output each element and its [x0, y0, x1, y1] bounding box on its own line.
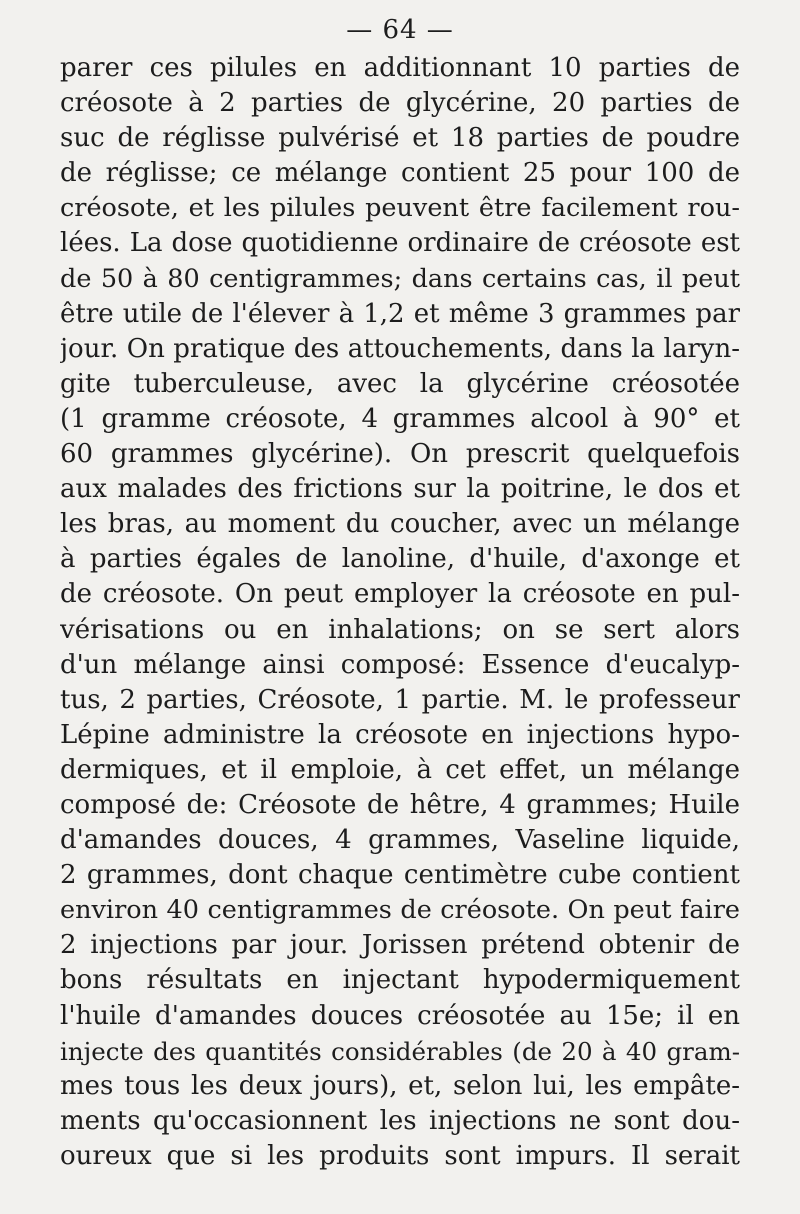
text-line: mes tous les deux jours), et, selon lui, les empâte- [60, 1070, 740, 1101]
text-line: de 50 à 80 centigrammes; dans certains cas, il peut [60, 263, 740, 294]
text-line: composé de: Créosote de hêtre, 4 grammes; Huile [60, 789, 740, 820]
text-line: créosote à 2 parties de glycérine, 20 parties de [60, 88, 740, 119]
text-line: d'amandes douces, 4 grammes, Vaseline liquide, [60, 825, 740, 856]
text-line: vérisations ou en inhalations; on se sert alors [60, 614, 740, 645]
text-line: suc de réglisse pulvérisé et 18 parties de poudre [60, 123, 740, 154]
text-line: l'huile d'amandes douces créosotée au 15e; il en [60, 1000, 740, 1031]
text-line: Lépine administre la créosote en injections hypo- [60, 719, 740, 750]
text-line: (1 gramme créosote, 4 grammes alcool à 90° et [60, 403, 740, 434]
text-line: environ 40 centigrammes de créosote. On peut faire [60, 895, 740, 926]
text-line: dermiques, et il emploie, à cet effet, un mélange [60, 754, 740, 785]
text-line: les bras, au moment du coucher, avec un mélange [60, 509, 740, 540]
text-line: aux malades des frictions sur la poitrine, le dos et [60, 474, 740, 505]
text-line: d'un mélange ainsi composé: Essence d'eucalyp- [60, 649, 740, 680]
text-line: 60 grammes glycérine). On prescrit quelquefois [60, 439, 740, 470]
text-line: oureux que si les produits sont impurs. Il serait [60, 1140, 740, 1171]
text-line: injecte des quantités considérables (de 20 à 40 gram- [60, 1036, 740, 1066]
text-line: parer ces pilules en additionnant 10 parties de [60, 53, 740, 83]
text-line: bons résultats en injectant hypodermiquement [60, 965, 740, 996]
text-line: 2 grammes, dont chaque centimètre cube contient [60, 860, 740, 891]
text-line: gite tuberculeuse, avec la glycérine créosotée [60, 368, 740, 399]
text-line: de créosote. On peut employer la créosote en pul- [60, 579, 740, 610]
text-line: créosote, et les pilules peuvent être facilement rou- [60, 193, 740, 224]
text-line: être utile de l'élever à 1,2 et même 3 grammes par [60, 298, 740, 329]
text-line: tus, 2 parties, Créosote, 1 partie. M. le professeur [60, 684, 740, 715]
text-line: à parties égales de lanoline, d'huile, d'axonge et [60, 544, 740, 575]
page-number: — 64 — [346, 15, 454, 45]
text-line: lées. La dose quotidienne ordinaire de créosote est [60, 228, 740, 259]
body-text [60, 51, 740, 1174]
text-line: 2 injections par jour. Jorissen prétend obtenir de [60, 930, 740, 961]
text-line: ments qu'occasionnent les injections ne sont dou- [60, 1105, 740, 1136]
text-line: jour. On pratique des attouchements, dans la laryn- [60, 333, 740, 364]
text-line: de réglisse; ce mélange contient 25 pour 100 de [60, 158, 740, 189]
